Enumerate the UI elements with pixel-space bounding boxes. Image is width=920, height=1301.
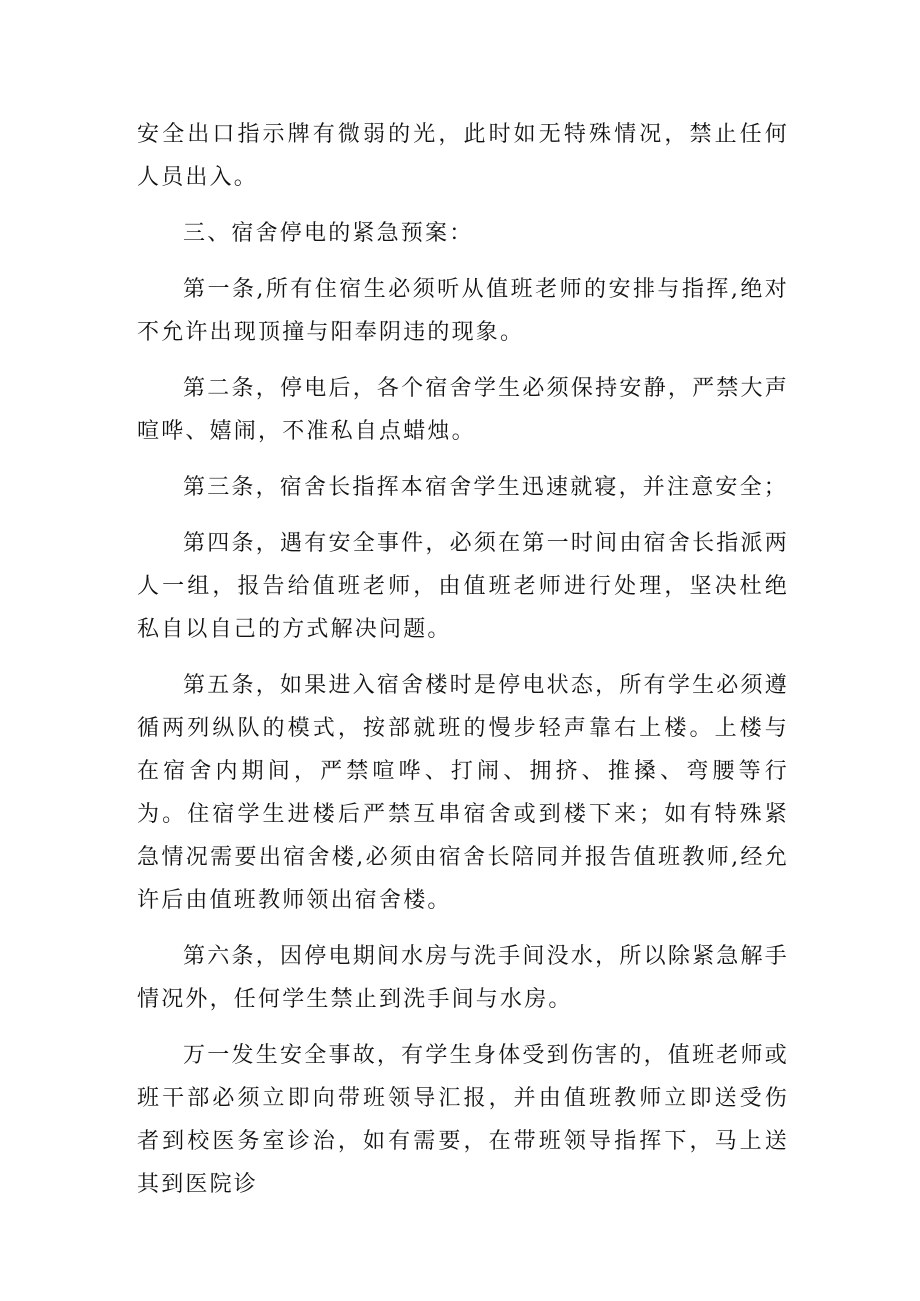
paragraph-article-4: 第四条，遇有安全事件，必须在第一时间由宿舍长指派两人一组，报告给值班老师，由值班老师进行处理，坚决杜绝私自以自己的方式解决问题。 — [137, 531, 789, 642]
paragraph-article-5: 第五条，如果进入宿舍楼时是停电状态，所有学生必须遵循两列纵队的模式，按部就班的慢步轻声靠右上楼。上楼与在宿舍内期间，严禁喧哗、打闹、拥挤、推搡、弯腰等行为。住宿学生进楼后严禁互串宿舍或到楼下来；如有特殊紧急情况需要出宿舍楼,必须由宿舍长陪同并报告值班教师,经允许后由值班教师领出宿舍楼。 — [137, 673, 789, 913]
document-body — [137, 113, 789, 1219]
paragraph-article-3: 第三条，宿舍长指挥本宿舍学生迅速就寝，并注意安全； — [183, 475, 789, 500]
paragraph-article-1: 第一条,所有住宿生必须听从值班老师的安排与指挥,绝对不允许出现顶撞与阳奉阴违的现象。 — [137, 277, 789, 345]
paragraph-article-6: 第六条，因停电期间水房与洗手间没水，所以除紧急解手情况外，任何学生禁止到洗手间与水房。 — [137, 944, 789, 1012]
paragraph-article-2: 第二条，停电后，各个宿舍学生必须保持安静，严禁大声喧哗、嬉闹，不准私自点蜡烛。 — [137, 376, 789, 444]
paragraph-continuation: 安全出口指示牌有微弱的光，此时如无特殊情况，禁止任何人员出入。 — [137, 122, 789, 190]
section-heading: 三、宿舍停电的紧急预案： — [183, 221, 474, 246]
paragraph-accident: 万一发生安全事故，有学生身体受到伤害的，值班老师或班干部必须立即向带班领导汇报，并由值班教师立即送受伤者到校医务室诊治，如有需要，在带班领导指挥下，马上送其到医院诊 — [137, 1043, 789, 1197]
